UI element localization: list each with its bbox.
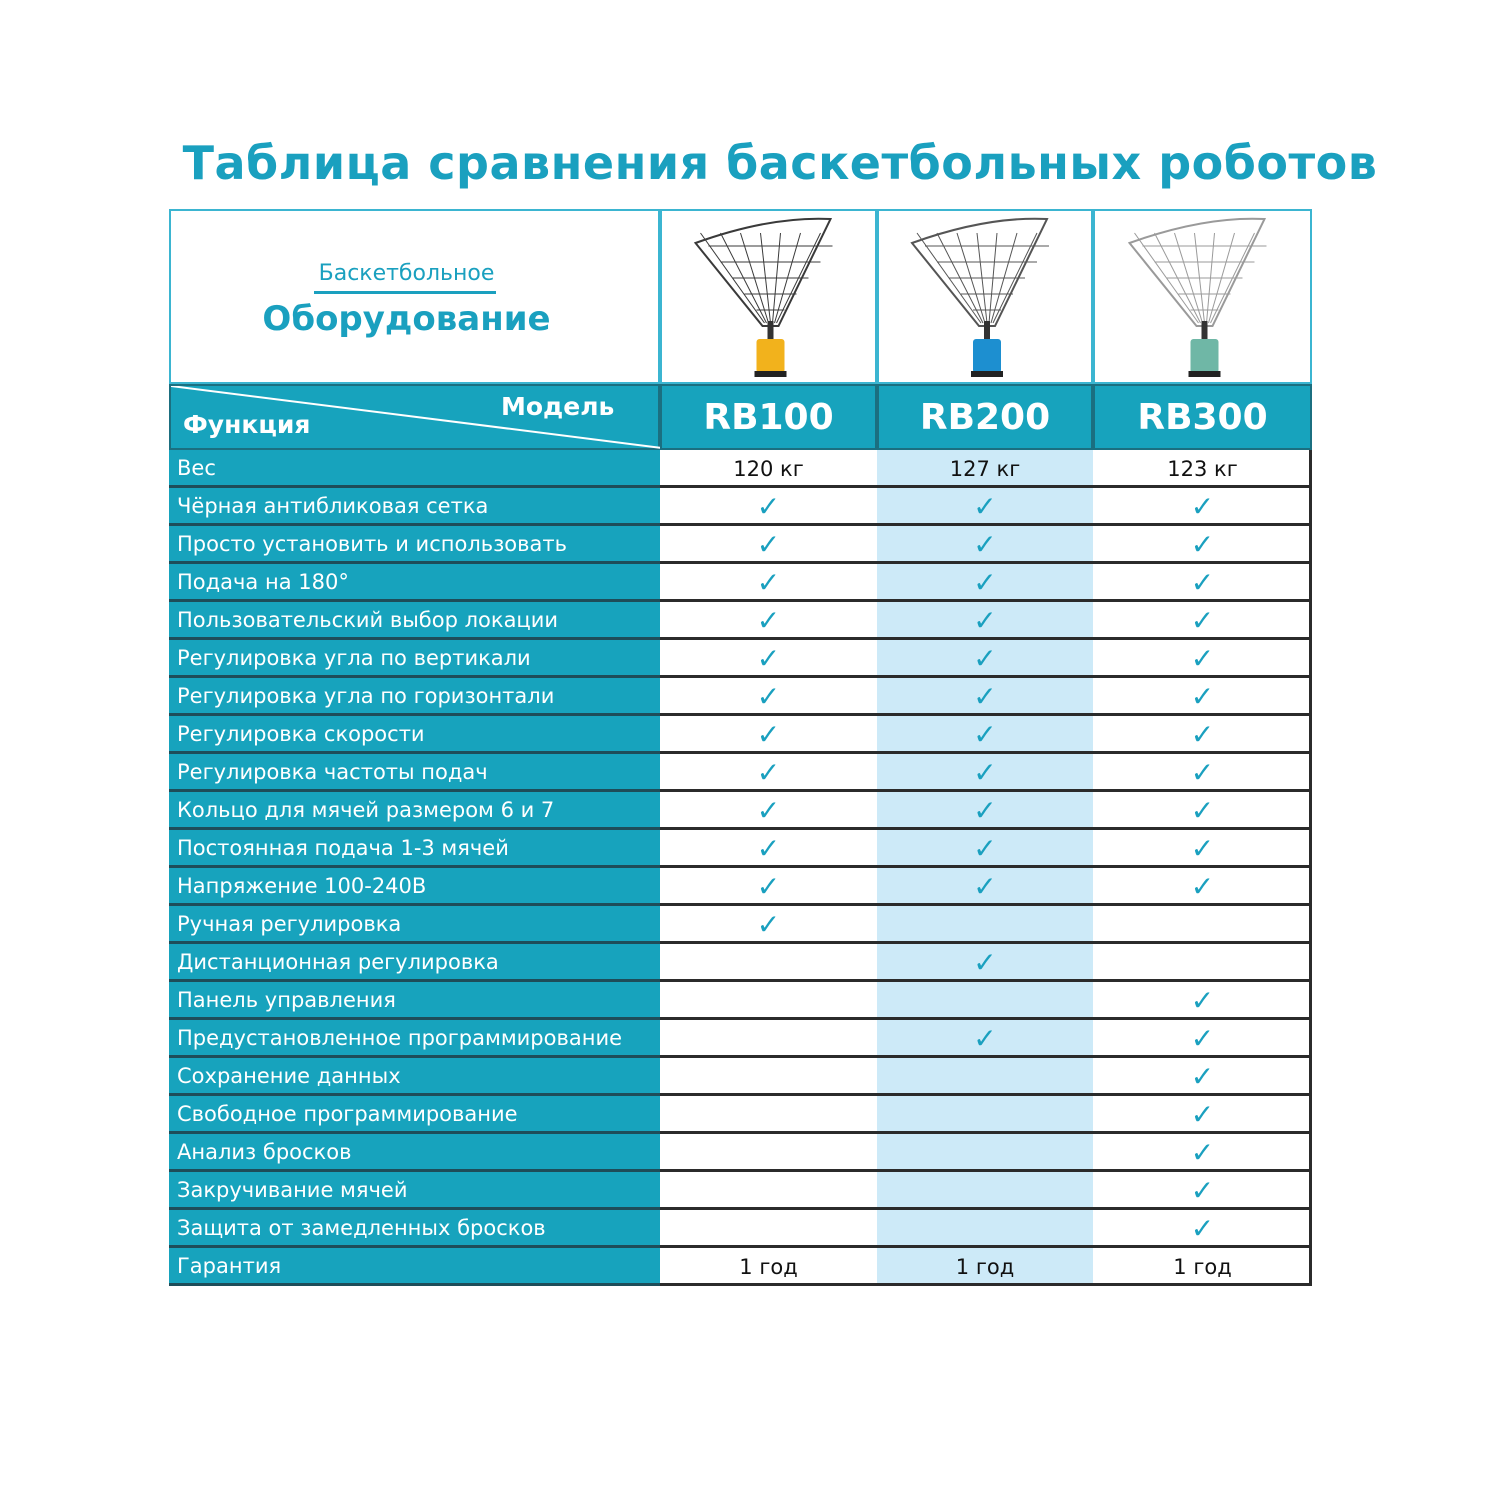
value-cell-rb100 (660, 1020, 877, 1058)
row-label: Свободное программирование (169, 1096, 660, 1134)
product-image-rb300 (1093, 209, 1312, 384)
value-cell-rb100 (660, 1210, 877, 1248)
row-label: Гарантия (169, 1248, 660, 1286)
check-icon: ✓ (1190, 1022, 1215, 1055)
value-cell-rb300 (1093, 1020, 1312, 1058)
value-cell-rb200 (877, 564, 1093, 602)
model-header-rb300: RB300 (1093, 384, 1312, 450)
value-cell-rb100 (660, 906, 877, 944)
value-cell-rb100 (660, 792, 877, 830)
value-cell-rb100: 120 кг (660, 450, 877, 488)
value-cell-rb200 (877, 640, 1093, 678)
check-icon: ✓ (756, 604, 781, 637)
value-cell-rb300 (1093, 868, 1312, 906)
value-cell-rb200 (877, 792, 1093, 830)
check-icon: ✓ (1190, 984, 1215, 1017)
row-label: Чёрная антибликовая сетка (169, 488, 660, 526)
row-label: Напряжение 100-240В (169, 868, 660, 906)
value-cell-rb100 (660, 1134, 877, 1172)
value-cell-rb100 (660, 564, 877, 602)
row-label: Регулировка частоты подач (169, 754, 660, 792)
row-label: Подача на 180° (169, 564, 660, 602)
value-cell-rb300 (1093, 1058, 1312, 1096)
check-icon: ✓ (1190, 566, 1215, 599)
row-label: Кольцо для мячей размером 6 и 7 (169, 792, 660, 830)
equipment-header-cell (169, 209, 660, 384)
check-icon: ✓ (973, 832, 997, 865)
value-cell-rb100 (660, 1096, 877, 1134)
row-label: Постоянная подача 1-3 мячей (169, 830, 660, 868)
check-icon: ✓ (973, 870, 997, 903)
value-cell-rb300 (1093, 716, 1312, 754)
check-icon: ✓ (756, 566, 781, 599)
check-icon: ✓ (756, 908, 781, 941)
value-cell-rb200 (877, 526, 1093, 564)
value-cell-rb200 (877, 868, 1093, 906)
model-header-rb100: RB100 (660, 384, 877, 450)
value-cell-rb300 (1093, 564, 1312, 602)
value-cell-rb100 (660, 944, 877, 982)
value-cell-rb300 (1093, 1172, 1312, 1210)
value-cell-rb300 (1093, 1210, 1312, 1248)
check-icon: ✓ (973, 604, 997, 637)
table-right-border (1309, 450, 1312, 1284)
row-label: Просто установить и использовать (169, 526, 660, 564)
value-cell-rb200 (877, 1058, 1093, 1096)
value-cell-rb100 (660, 754, 877, 792)
value-cell-rb300 (1093, 906, 1312, 944)
check-icon: ✓ (1190, 1098, 1215, 1131)
check-icon: ✓ (1190, 528, 1215, 561)
value-cell-rb300 (1093, 982, 1312, 1020)
value-cell-rb300 (1093, 678, 1312, 716)
value-cell-rb300 (1093, 526, 1312, 564)
check-icon: ✓ (756, 528, 781, 561)
value-cell-rb100 (660, 526, 877, 564)
check-icon: ✓ (756, 832, 781, 865)
check-icon: ✓ (1190, 490, 1215, 523)
check-icon: ✓ (1190, 718, 1215, 751)
value-cell-rb300: 1 год (1093, 1248, 1312, 1286)
check-icon: ✓ (756, 870, 781, 903)
check-icon: ✓ (756, 718, 781, 751)
check-icon: ✓ (756, 490, 781, 523)
check-icon: ✓ (1190, 1060, 1215, 1093)
function-label: Функция (183, 410, 311, 439)
model-header-rb200: RB200 (877, 384, 1093, 450)
row-label: Защита от замедленных бросков (169, 1210, 660, 1248)
check-icon: ✓ (973, 1022, 997, 1055)
value-cell-rb300 (1093, 602, 1312, 640)
check-icon: ✓ (756, 756, 781, 789)
check-icon: ✓ (1190, 756, 1215, 789)
value-cell-rb100 (660, 602, 877, 640)
row-label: Панель управления (169, 982, 660, 1020)
value-cell-rb200 (877, 1210, 1093, 1248)
check-icon: ✓ (1190, 1174, 1215, 1207)
row-label: Пользовательский выбор локации (169, 602, 660, 640)
value-cell-rb200 (877, 906, 1093, 944)
robot-illustration (662, 211, 879, 386)
value-cell-rb300: 123 кг (1093, 450, 1312, 488)
value-cell-rb100 (660, 716, 877, 754)
value-cell-rb300 (1093, 1134, 1312, 1172)
check-icon: ✓ (1190, 870, 1215, 903)
robot-illustration (1095, 211, 1314, 386)
value-cell-rb200 (877, 754, 1093, 792)
check-icon: ✓ (973, 946, 997, 979)
value-cell-rb200 (877, 1172, 1093, 1210)
function-model-header (169, 384, 660, 450)
equipment-title: Оборудование (262, 299, 551, 339)
model-label: Модель (501, 392, 615, 421)
row-label: Дистанционная регулировка (169, 944, 660, 982)
value-cell-rb200 (877, 1020, 1093, 1058)
value-cell-rb300 (1093, 488, 1312, 526)
check-icon: ✓ (973, 718, 997, 751)
product-image-rb100 (660, 209, 877, 384)
check-icon: ✓ (973, 528, 997, 561)
subtitle-underline (314, 291, 496, 294)
value-cell-rb100 (660, 1172, 877, 1210)
value-cell-rb200 (877, 678, 1093, 716)
check-icon: ✓ (756, 680, 781, 713)
value-cell-rb100 (660, 830, 877, 868)
value-cell-rb200 (877, 830, 1093, 868)
value-cell-rb100 (660, 1058, 877, 1096)
row-label: Регулировка скорости (169, 716, 660, 754)
value-cell-rb200: 1 год (877, 1248, 1093, 1286)
check-icon: ✓ (1190, 1212, 1215, 1245)
value-cell-rb300 (1093, 944, 1312, 982)
row-label: Регулировка угла по вертикали (169, 640, 660, 678)
value-cell-rb300 (1093, 830, 1312, 868)
check-icon: ✓ (1190, 604, 1215, 637)
check-icon: ✓ (1190, 680, 1215, 713)
value-cell-rb200 (877, 982, 1093, 1020)
robot-illustration (879, 211, 1095, 386)
check-icon: ✓ (973, 566, 997, 599)
check-icon: ✓ (973, 756, 997, 789)
check-icon: ✓ (973, 794, 997, 827)
value-cell-rb300 (1093, 1096, 1312, 1134)
check-icon: ✓ (1190, 794, 1215, 827)
equipment-subtitle: Баскетбольное (318, 261, 495, 286)
check-icon: ✓ (756, 794, 781, 827)
value-cell-rb300 (1093, 640, 1312, 678)
value-cell-rb200: 127 кг (877, 450, 1093, 488)
check-icon: ✓ (1190, 1136, 1215, 1169)
check-icon: ✓ (973, 680, 997, 713)
value-cell-rb200 (877, 602, 1093, 640)
value-cell-rb100 (660, 868, 877, 906)
value-cell-rb200 (877, 1096, 1093, 1134)
value-cell-rb100 (660, 488, 877, 526)
value-cell-rb200 (877, 1134, 1093, 1172)
check-icon: ✓ (756, 642, 781, 675)
value-cell-rb200 (877, 716, 1093, 754)
row-label: Предустановленное программирование (169, 1020, 660, 1058)
row-label: Сохранение данных (169, 1058, 660, 1096)
row-label: Регулировка угла по горизонтали (169, 678, 660, 716)
check-icon: ✓ (973, 642, 997, 675)
value-cell-rb200 (877, 944, 1093, 982)
value-cell-rb100 (660, 640, 877, 678)
row-label: Вес (169, 450, 660, 488)
row-label: Ручная регулировка (169, 906, 660, 944)
value-cell-rb300 (1093, 792, 1312, 830)
check-icon: ✓ (1190, 832, 1215, 865)
row-label: Анализ бросков (169, 1134, 660, 1172)
value-cell-rb100 (660, 982, 877, 1020)
value-cell-rb200 (877, 488, 1093, 526)
row-label: Закручивание мячей (169, 1172, 660, 1210)
page-title: Таблица сравнения баскетбольных роботов (182, 136, 1378, 190)
value-cell-rb100: 1 год (660, 1248, 877, 1286)
value-cell-rb100 (660, 678, 877, 716)
check-icon: ✓ (973, 490, 997, 523)
comparison-table (169, 209, 1312, 1284)
product-image-rb200 (877, 209, 1093, 384)
check-icon: ✓ (1190, 642, 1215, 675)
value-cell-rb300 (1093, 754, 1312, 792)
